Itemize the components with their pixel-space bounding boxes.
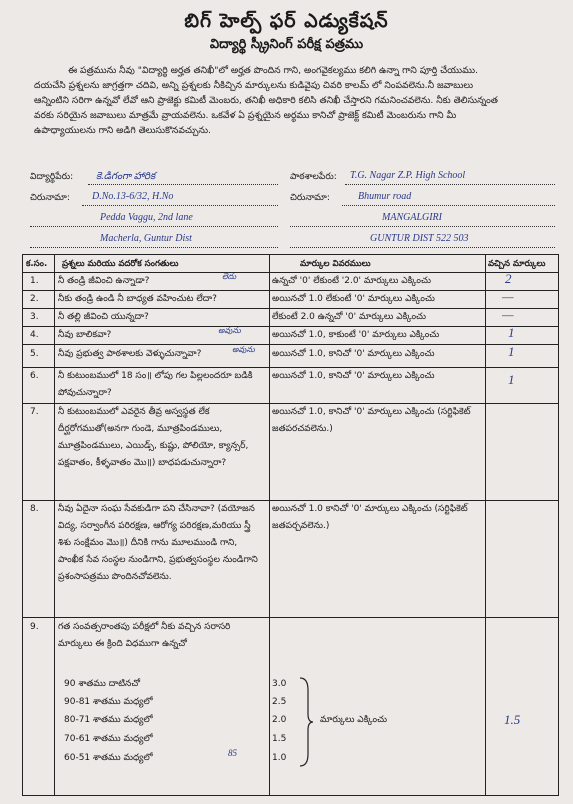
- school-name-label: పాఠశాలపేరు:: [290, 172, 337, 182]
- student-name-label: విద్యార్థిపేరు:: [30, 172, 74, 182]
- school-name-line: [345, 184, 555, 185]
- row-marks-detail: అయినచో 1.0 కానిచో '0' మార్కులు ఎక్కించు (సర్టిఫికెట్ జతపర్చవలెను.): [272, 504, 468, 531]
- row-number: 1.: [30, 276, 39, 286]
- row-question: నీ కుటుంబములో ఎవరైన తీవ్ర అస్వస్థత లేక దీర్ఘరోగముతో(అనగా గుండె, మూత్రపిండములు, మూత్రపిండములు, ఎయిడ్స్, కుష్టు, పోలియో, క్యాన్సర్, పక్షవాతం, కీళ్ళవాతం మొ॥) బాధపడుచున్నారా?: [58, 407, 249, 468]
- address-line-3-left-value: Pedda Vaggu, 2nd lane: [100, 212, 193, 223]
- form-title: బిగ్ హెల్ప్ ఫర్ ఎడ్యుకేషన్: [184, 10, 389, 32]
- student-name-line: [88, 184, 278, 185]
- row-answer: అవును: [232, 345, 255, 354]
- header-score: వచ్చిన మార్కులు: [488, 259, 546, 269]
- range-label: 70-61 శాతము మధ్యలో: [64, 734, 153, 744]
- instructions-paragraph: [34, 63, 554, 138]
- row-score: —: [502, 289, 514, 304]
- column-divider: [54, 255, 55, 795]
- row-question: నీ కుటుంబములో 18 సం॥ లోపు గల పిల్లలందరూ బడికి పోవుచున్నారా?: [58, 371, 253, 398]
- row-question: నీ తల్లి జీవించి యున్నదా?: [58, 312, 149, 322]
- row-divider: [23, 344, 558, 345]
- row-answer: అవును: [218, 326, 241, 335]
- row-answer: లేదు: [222, 272, 237, 281]
- brace-icon: [296, 676, 314, 768]
- address-label: చిరునామా:: [30, 193, 70, 203]
- row-number: 6.: [30, 371, 39, 381]
- address2-label: చిరునామా:: [290, 193, 330, 203]
- row-divider: [23, 617, 558, 618]
- row-score: —: [502, 307, 514, 322]
- school-name-value: T.G. Nagar Z.P. High School: [350, 170, 466, 181]
- instruction-line: ఈ పత్రమును నీవు "విద్యార్థి అర్హత తనిఖీ"లో అర్హత పొందిన గాని, అంగవైకల్యము కలిగి ఉన్నా గాని పూర్తి చేయుము.: [68, 65, 478, 76]
- row-number: 5.: [30, 349, 39, 359]
- range-points: 2.0: [272, 715, 287, 725]
- row-marks-detail: అయినచో 1.0, కానిచో '0' మార్కులు ఎక్కించు: [272, 371, 435, 381]
- address2-value: Bhumur road: [358, 191, 412, 202]
- row-number: 2.: [30, 294, 39, 304]
- row-number: 4.: [30, 330, 39, 340]
- row-marks-detail: అయినచో 1.0, కానిచో '0' మార్కులు ఎక్కించు: [272, 349, 435, 359]
- row-marks-detail: అయినచో 1.0, కానిచో '0' మార్కులు ఎక్కించు (సర్టిఫికెట్ జతపరచవలెను.): [272, 407, 471, 434]
- address-line: [82, 205, 278, 206]
- address-line-3-right: [290, 226, 555, 227]
- instruction-line: దయచేసి ప్రశ్నలను జాగ్రత్తగా చదివి, అన్ని ప్రశ్నలకు నీకిచ్చిన మార్కులను కుడివైపు చివరి కాలమ్ లో నింపవలెను.నీ జవాబులు: [34, 80, 474, 91]
- row-score: 1: [508, 325, 515, 340]
- row-number: 3.: [30, 312, 39, 322]
- row-question: నీకు తండ్రి ఉండి నీ బాధ్యత వహించుట లేదా?: [58, 294, 217, 304]
- address-line-3-right-value: MANGALGIRI: [382, 212, 442, 223]
- header-serial: క.సం.: [26, 259, 48, 269]
- address-value: D.No.13-6/32, H.No: [92, 191, 174, 202]
- form-subtitle: విద్యార్థి స్క్రీనింగ్ పరీక్ష పత్రము: [209, 37, 364, 52]
- address2-line: [342, 205, 555, 206]
- range-points: 1.0: [272, 753, 287, 763]
- row-marks-detail: అయినచో 1.0, కాకుంటే '0' మార్కులు ఎక్కించు: [272, 330, 440, 340]
- range-label: 90 శాతము దాటినచో: [64, 679, 141, 689]
- row-marks-detail: అయినచో 1.0 లేకుంటే '0' మార్కులు ఎక్కించు: [272, 294, 435, 304]
- row-number: 8.: [30, 504, 39, 514]
- address-line-4-left-value: Macherla, Guntur Dist: [100, 233, 192, 244]
- row-score: 1: [508, 372, 515, 387]
- handwritten-mark: 85: [228, 748, 237, 758]
- row-score: 2: [505, 271, 512, 286]
- row-score: 1.5: [504, 712, 521, 727]
- range-label: 90-81 శాతము మధ్యలో: [64, 697, 153, 707]
- row-marks-detail: మార్కులు ఎక్కించు: [320, 715, 388, 725]
- column-divider: [485, 255, 486, 795]
- address-line-4-right-value: GUNTUR DIST 522 503: [370, 233, 469, 244]
- instruction-line: ఉపాధ్యాయులను గాని అడిగి తెలుసుకొనవచ్చును.: [34, 125, 211, 136]
- row-question: నీవు బాలికవా?: [58, 330, 112, 340]
- row-number: 9.: [30, 622, 39, 632]
- student-name-value: కె.డిగంగా హారిక: [96, 171, 156, 182]
- header-question: ప్రశ్నలు మరియు వదరోక సంగతులు: [62, 259, 179, 269]
- instruction-line: వరకు సరియైన జవాబులు మాత్రమే వ్రాయవలెను. ఒకవేళ ఏ ప్రశ్నయైన అర్థము కానిచో ప్రాజెక్ట్ కమిటీ మెంబరును గాని మీ: [34, 110, 457, 121]
- row-question: గత సంవత్సరాంతపు పరీక్షలో నీకు వచ్చిన సరాసరి మార్కులు ఈ క్రింది విధముగా ఉన్నచో: [58, 622, 231, 649]
- column-divider: [269, 255, 270, 795]
- address-line-4-right: [290, 247, 555, 248]
- instruction-line: ఆన్నింటిని సరిగా ఉన్నవో లేవో ఆని ప్రాజెక్టు కమిటీ మెంబరు, తనిఖీ అధికారి కలిసి తనిఖీ చేస్తారని గమనించవలెను. నీకు తెలిసున్నంత: [34, 95, 498, 106]
- range-points: 2.5: [272, 697, 287, 707]
- row-number: 7.: [30, 407, 39, 417]
- address-line-4-left: [30, 247, 278, 248]
- address-line-3-left: [30, 226, 278, 227]
- row-marks-detail: లేకుంటే 2.0 ఉన్నచో '0' మార్కులు ఎక్కించు: [272, 312, 426, 322]
- row-score: 1: [508, 344, 515, 359]
- row-question: నీవు ప్రభుత్వ పాఠశాలకు వెళ్ళుచున్నావా?: [58, 349, 202, 359]
- row-marks-detail: ఉన్నచో '0' లేకుంటే '2.0' మార్కులు ఎక్కించు: [272, 276, 431, 286]
- header-marks-detail: మార్కుల వివరములు: [300, 259, 371, 269]
- range-points: 1.5: [272, 734, 287, 744]
- range-points: 3.0: [272, 679, 287, 689]
- range-label: 80-71 శాతము మధ్యలో: [64, 715, 153, 725]
- row-question: నీవు ఏదైనా సంఘ సేవకుడిగా పని చేసినావా? (వయోజన విద్య, సర్వాంగీన పరిరక్షణ, ఆరోగ్య పరిరక్షణ,మరియు స్త్రీ శిశు సంక్షేమం మొ॥) దీనికి గాను మూలముండి గాని, పాంఖీక సేవ సంస్థల నుండిగాని, ప్రభుత్వసంస్థల నుండిగాని ప్రశంసాపత్రము పొందినచోవలెను.: [58, 504, 258, 582]
- range-label: 60-51 శాతము మధ్యలో: [64, 753, 153, 763]
- row-question: నీ తండ్రి జీవించి ఉన్నాడా?: [58, 276, 150, 286]
